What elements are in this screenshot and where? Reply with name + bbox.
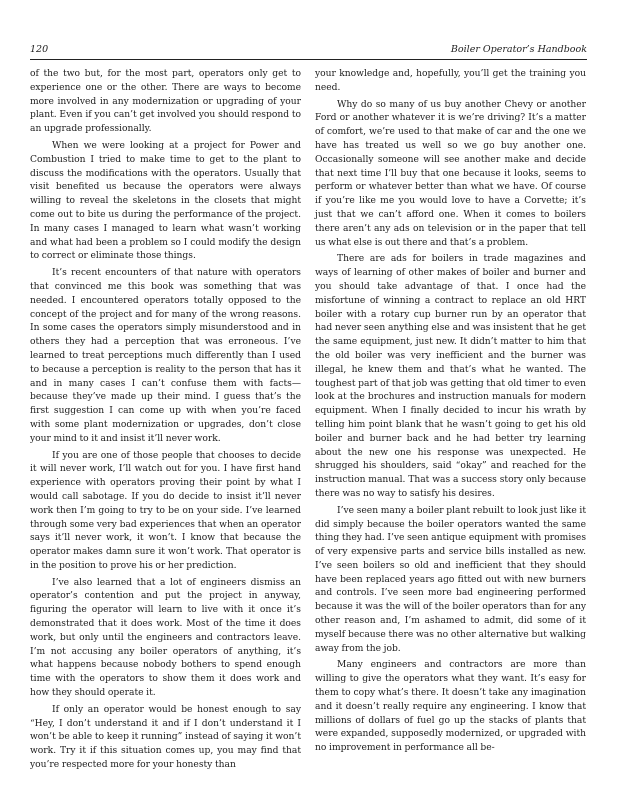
right-column xyxy=(315,68,586,759)
paragraph: your knowledge and, hopefully, you’ll get the training you need. xyxy=(315,69,586,93)
paragraph: It’s recent encounters of that nature with operators that convinced me this book was something that was needed. I encountered operators totally opposed to the concept of the project and for many of the wrong reasons. In some cases the operators simply misunderstood and in others they had a perception that was erroneous. I’ve learned to treat perceptions much differently than I used to because a perception is reality to the person that has it and in many cases I can’t confuse them with facts—because they’ve made up their mind. I guess that’s the first suggestion I can come up with when you’re faced with some plant modernization or upgrades, don’t close your mind to it and insist it’ll never work. xyxy=(30,268,301,444)
paragraph: If only an operator would be honest enough to say “Hey, I don’t understand it and if I don’t understand it I won’t be able to keep it running” instead of saying it won’t work. Try it if this situation comes up, you may find that you’re respected more for your honesty than xyxy=(30,704,301,771)
paragraph: Why do so many of us buy another Chevy or another Ford or another whatever it is we’re driving? It’s a matter of comfort, we’re used to that make of car and the one we have has treated us well so we go buy another one. Occasionally someone will see another make and decide that next time I’ll buy that one because it looks, seems to perform or whatever better than what we have. Of course if you’re like me you would love to have a Corvette; it’s just that we can’t afford one. When it comes to boilers there aren’t any ads on television or in the paper that tell us what else is out there and that’s a problem. xyxy=(315,99,586,248)
paragraph: of the two but, for the most part, operators only get to experience one or the other. There are ways to become more involved in any modernization or upgrading of your plant. Even if you can’t get involved you should respond to an upgrade professionally. xyxy=(30,69,301,135)
running-title: Boiler Operator’s Handbook xyxy=(450,44,587,55)
page-number: 120 xyxy=(30,44,49,55)
paragraph: There are ads for boilers in trade magazines and ways of learning of other makes of boiler and burner and you should take advantage of that. I once had the misfortune of winning a contract to replace an old HRT boiler with a rotary cup burner run by an operator that had never seen anything else and was insistent that he get the same equipment, just new. It didn’t matter to him that the old boiler was very inefficient and the burner was illegal, he knew them and that’s what he wanted. The toughest part of that job was getting that old timer to even look at the brochures and instruction manuals for modern equipment. When I finally decided to incur his wrath by telling him point blank that he wasn’t going to get his old boiler and burner back and he had better try learning about the new one his response was unexpected. He shrugged his shoulders, said “okay” and reached for the instruction manual. That was a success story only because there was no way to satisfy his desires. xyxy=(315,254,586,499)
running-header xyxy=(30,44,587,60)
paragraph: When we were looking at a project for Power and Combustion I tried to make time to get to the plant to discuss the modifications with the operators. Usually that visit benefited us because the operators were always willing to reveal the skeletons in the closets that might come out to bite us during the performance of the project. In many cases I managed to learn what wasn’t working and what had been a problem so I could modify the design to correct or eliminate those things. xyxy=(30,140,301,262)
header-rule xyxy=(30,59,587,60)
left-column xyxy=(30,68,301,776)
paragraph: I’ve seen many a boiler plant rebuilt to look just like it did simply because the boiler operators wanted the same thing they had. I’ve seen antique equipment with promises of very expensive parts and service bills installed as new. I’ve seen boilers so old and inefficient that they should have been replaced years ago fitted out with new burners and controls. I’ve seen more bad engineering performed because it was the will of the boiler operators than for any other reason and, I’m ashamed to admit, did some of it myself because there was no other alternative but walking away from the job. xyxy=(315,505,586,654)
paragraph: If you are one of those people that chooses to decide it will never work, I’ll watch out for you. I have first hand experience with operators proving their point by what I would call sabotage. If you do decide to insist it’ll never work then I’m going to try to be on your side. I’ve learned through some very bad experiences that when an operator says it’ll never work, it won’t. I know that because the operator makes damn sure it won’t work. That operator is in the position to prove his or her prediction. xyxy=(30,450,301,571)
paragraph: Many engineers and contractors are more than willing to give the operators what they want. It’s easy for them to copy what’s there. It doesn’t take any imagination and it doesn’t really require any engineering. I know that millions of dollars of fuel go up the stacks of plants that were expanded, supposedly modernized, or upgraded with no improvement in performance all be- xyxy=(315,660,586,754)
paragraph: I’ve also learned that a lot of engineers dismiss an operator’s contention and put the project in anyway, figuring the operator will learn to live with it once it’s demonstrated that it does work. Most of the time it does work, but only until the engineers and contractors leave. I’m not accusing any boiler operators of anything, it’s what happens because nobody bothers to spend enough time with the operators to show them it does work and how they should operate it. xyxy=(30,577,301,699)
